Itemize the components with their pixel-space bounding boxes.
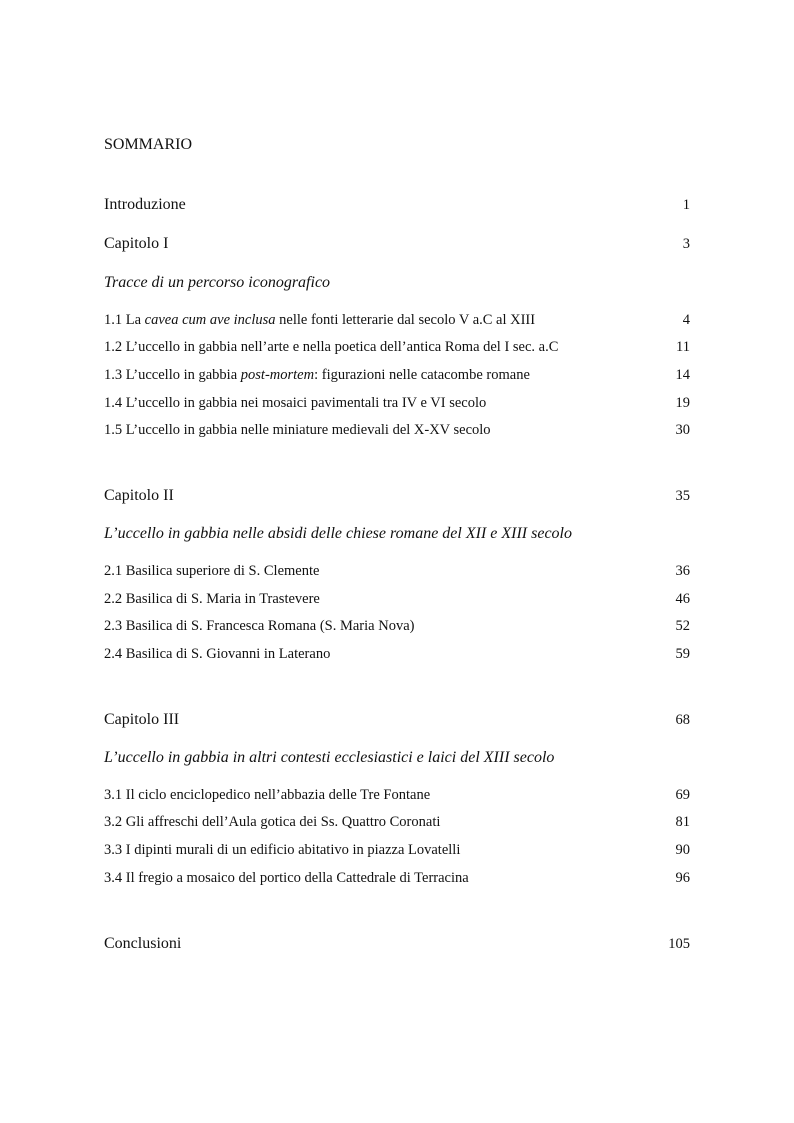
chapter-1-heading — [104, 235, 690, 253]
toc-entry-label: Conclusioni — [104, 935, 182, 952]
toc-entry-label: 1.2 L’uccello in gabbia nell’arte e nella poetica dell’antica Roma del I sec. a.C — [104, 339, 559, 355]
toc-entry-2-3 — [104, 618, 690, 635]
toc-entry-label: 1.5 L’uccello in gabbia nelle miniature medievali del X-XV secolo — [104, 422, 491, 438]
toc-entry-3-4 — [104, 870, 690, 887]
toc-entry-conclusioni — [104, 935, 690, 953]
toc-entry-introduzione — [104, 196, 690, 214]
toc-entry-label: 1.4 L’uccello in gabbia nei mosaici pavimentali tra IV e VI secolo — [104, 395, 487, 411]
toc-entry-3-1 — [104, 787, 690, 804]
chapter-3-heading — [104, 711, 690, 729]
chapter-2-heading — [104, 487, 690, 505]
toc-entry-page: 90 — [675, 842, 690, 858]
chapter-page: 3 — [682, 236, 690, 252]
toc-entry-page: 19 — [675, 395, 690, 411]
toc-entry-page: 4 — [682, 312, 690, 328]
toc-entry-1-5 — [104, 422, 690, 439]
toc-entry-page: 30 — [675, 422, 690, 438]
toc-entry-page: 36 — [675, 563, 690, 579]
toc-entry-label: Introduzione — [104, 196, 186, 213]
toc-entry-label: 1.1 La cavea cum ave inclusa nelle fonti letterarie dal secolo V a.C al XIII — [104, 312, 536, 328]
toc-entry-label: 3.2 Gli affreschi dell’Aula gotica dei Ss. Quattro Coronati — [104, 814, 441, 830]
toc-entry-page: 59 — [675, 646, 690, 662]
toc-entry-label: 3.3 I dipinti murali di un edificio abitativo in piazza Lovatelli — [104, 842, 461, 858]
toc-entry-label: 1.3 L’uccello in gabbia post-mortem: figurazioni nelle catacombe romane — [104, 367, 530, 383]
toc-entry-page: 14 — [675, 367, 690, 383]
chapter-3-subtitle: L’uccello in gabbia in altri contesti ecclesiastici e laici del XIII secolo — [104, 749, 555, 766]
toc-entry-page: 46 — [675, 591, 690, 607]
toc-entry-label: 3.1 Il ciclo enciclopedico nell’abbazia delle Tre Fontane — [104, 787, 431, 803]
toc-entry-page: 96 — [675, 870, 690, 886]
chapter-label: Capitolo I — [104, 235, 169, 252]
toc-entry-1-2 — [104, 339, 690, 356]
toc-entry-page: 1 — [682, 197, 690, 213]
toc-entry-page: 52 — [675, 618, 690, 634]
toc-entry-label: 2.2 Basilica di S. Maria in Trastevere — [104, 591, 320, 607]
toc-entry-3-3 — [104, 842, 690, 859]
toc-entry-page: 11 — [676, 339, 690, 355]
toc-entry-1-1 — [104, 312, 690, 329]
chapter-label: Capitolo III — [104, 711, 180, 728]
toc-entry-2-2 — [104, 591, 690, 608]
chapter-2-subtitle: L’uccello in gabbia nelle absidi delle chiese romane del XII e XIII secolo — [104, 525, 572, 542]
toc-entry-page: 69 — [675, 787, 690, 803]
toc-entry-2-1 — [104, 563, 690, 580]
page-title: SOMMARIO — [104, 136, 193, 153]
toc-entry-label: 2.3 Basilica di S. Francesca Romana (S. Maria Nova) — [104, 618, 415, 634]
toc-entry-1-3 — [104, 367, 690, 384]
chapter-label: Capitolo II — [104, 487, 174, 504]
toc-entry-label: 2.1 Basilica superiore di S. Clemente — [104, 563, 320, 579]
toc-entry-page: 105 — [668, 936, 690, 952]
toc-entry-label: 2.4 Basilica di S. Giovanni in Laterano — [104, 646, 331, 662]
toc-entry-3-2 — [104, 814, 690, 831]
chapter-page: 35 — [675, 488, 690, 504]
chapter-page: 68 — [675, 712, 690, 728]
toc-entry-label: 3.4 Il fregio a mosaico del portico della Cattedrale di Terracina — [104, 870, 469, 886]
toc-entry-page: 81 — [675, 814, 690, 830]
toc-entry-2-4 — [104, 646, 690, 663]
toc-entry-1-4 — [104, 395, 690, 412]
chapter-1-subtitle: Tracce di un percorso iconografico — [104, 274, 331, 291]
